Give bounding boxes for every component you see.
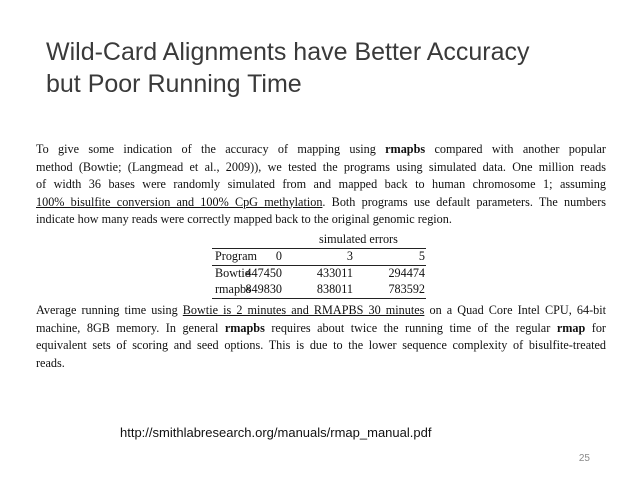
paragraph-line: reads.	[36, 355, 65, 370]
slide-title-line2: but Poor Running Time	[46, 70, 302, 98]
rmap-term: rmap	[556, 320, 586, 335]
text-run: machine, 8GB memory. In general	[36, 320, 225, 335]
source-url: http://smithlabresearch.org/manuals/rmap_manual.pdf	[120, 425, 432, 440]
text-run: requires about twice the running time of the regular	[264, 320, 557, 335]
paragraph-line: method (Bowtie; (Langmead et al., 2009)), we tested the programs using simulated data. One million reads	[36, 159, 606, 174]
header-cell: 0	[275, 249, 282, 263]
table-cell: 294474	[388, 266, 425, 280]
header-cell: Program	[215, 249, 257, 263]
table-cell: 447450	[245, 266, 282, 280]
page-number: 25	[578, 453, 590, 464]
paragraph-line	[36, 302, 606, 320]
table-row	[212, 266, 426, 282]
text-run: for	[585, 320, 606, 335]
table-caption: simulated errors	[319, 232, 398, 246]
header-cell: 5	[418, 249, 425, 263]
table-row	[212, 282, 426, 298]
text-run: To give some indication of the accuracy of mapping using	[36, 142, 386, 156]
text-run: Average running time using	[36, 303, 183, 317]
table-cell: 433011	[316, 266, 353, 280]
text-run: compared with another popular	[425, 142, 606, 156]
underlined-text: 100% bisulfite conversion and 100% CpG methylation	[36, 194, 323, 209]
header-cell: 3	[346, 249, 353, 263]
table-cell: 849830	[245, 282, 282, 296]
table-cell: 783592	[388, 282, 425, 296]
rmapbs-term: rmapbs	[224, 320, 265, 335]
paragraph-line: indicate how many reads were correctly mapped back to the original genomic region.	[36, 212, 452, 226]
table-rule-bottom	[212, 298, 426, 299]
accuracy-paragraph	[36, 141, 606, 229]
slide-title	[46, 36, 606, 100]
table-cell: Bowtie	[215, 266, 251, 280]
running-time-paragraph	[36, 302, 606, 372]
slide-title-line1: Wild-Card Alignments have Better Accuracy	[46, 38, 530, 66]
text-run: . Both programs use default parameters. The numbers	[322, 194, 606, 209]
table-cell: 838011	[316, 282, 353, 296]
paragraph-line	[36, 320, 606, 338]
paragraph-line	[36, 141, 606, 159]
underlined-text: Bowtie is 2 minutes and RMAPBS 30 minutes	[182, 303, 425, 317]
table-cell: rmapbs	[215, 282, 251, 296]
table-header-row	[212, 249, 426, 265]
paragraph-line: of width 36 bases were randomly simulated from and mapped back to human chromosome 1; assuming	[36, 177, 606, 191]
paragraph-line: equivalent sets of scoring and seed options. This is due to the lower sequence complexity of bisulfite-treated	[36, 338, 606, 352]
text-run: on a Quad Core Intel CPU, 64-bit	[424, 303, 606, 317]
rmapbs-term: rmapbs	[385, 142, 426, 156]
paragraph-line	[36, 194, 606, 212]
